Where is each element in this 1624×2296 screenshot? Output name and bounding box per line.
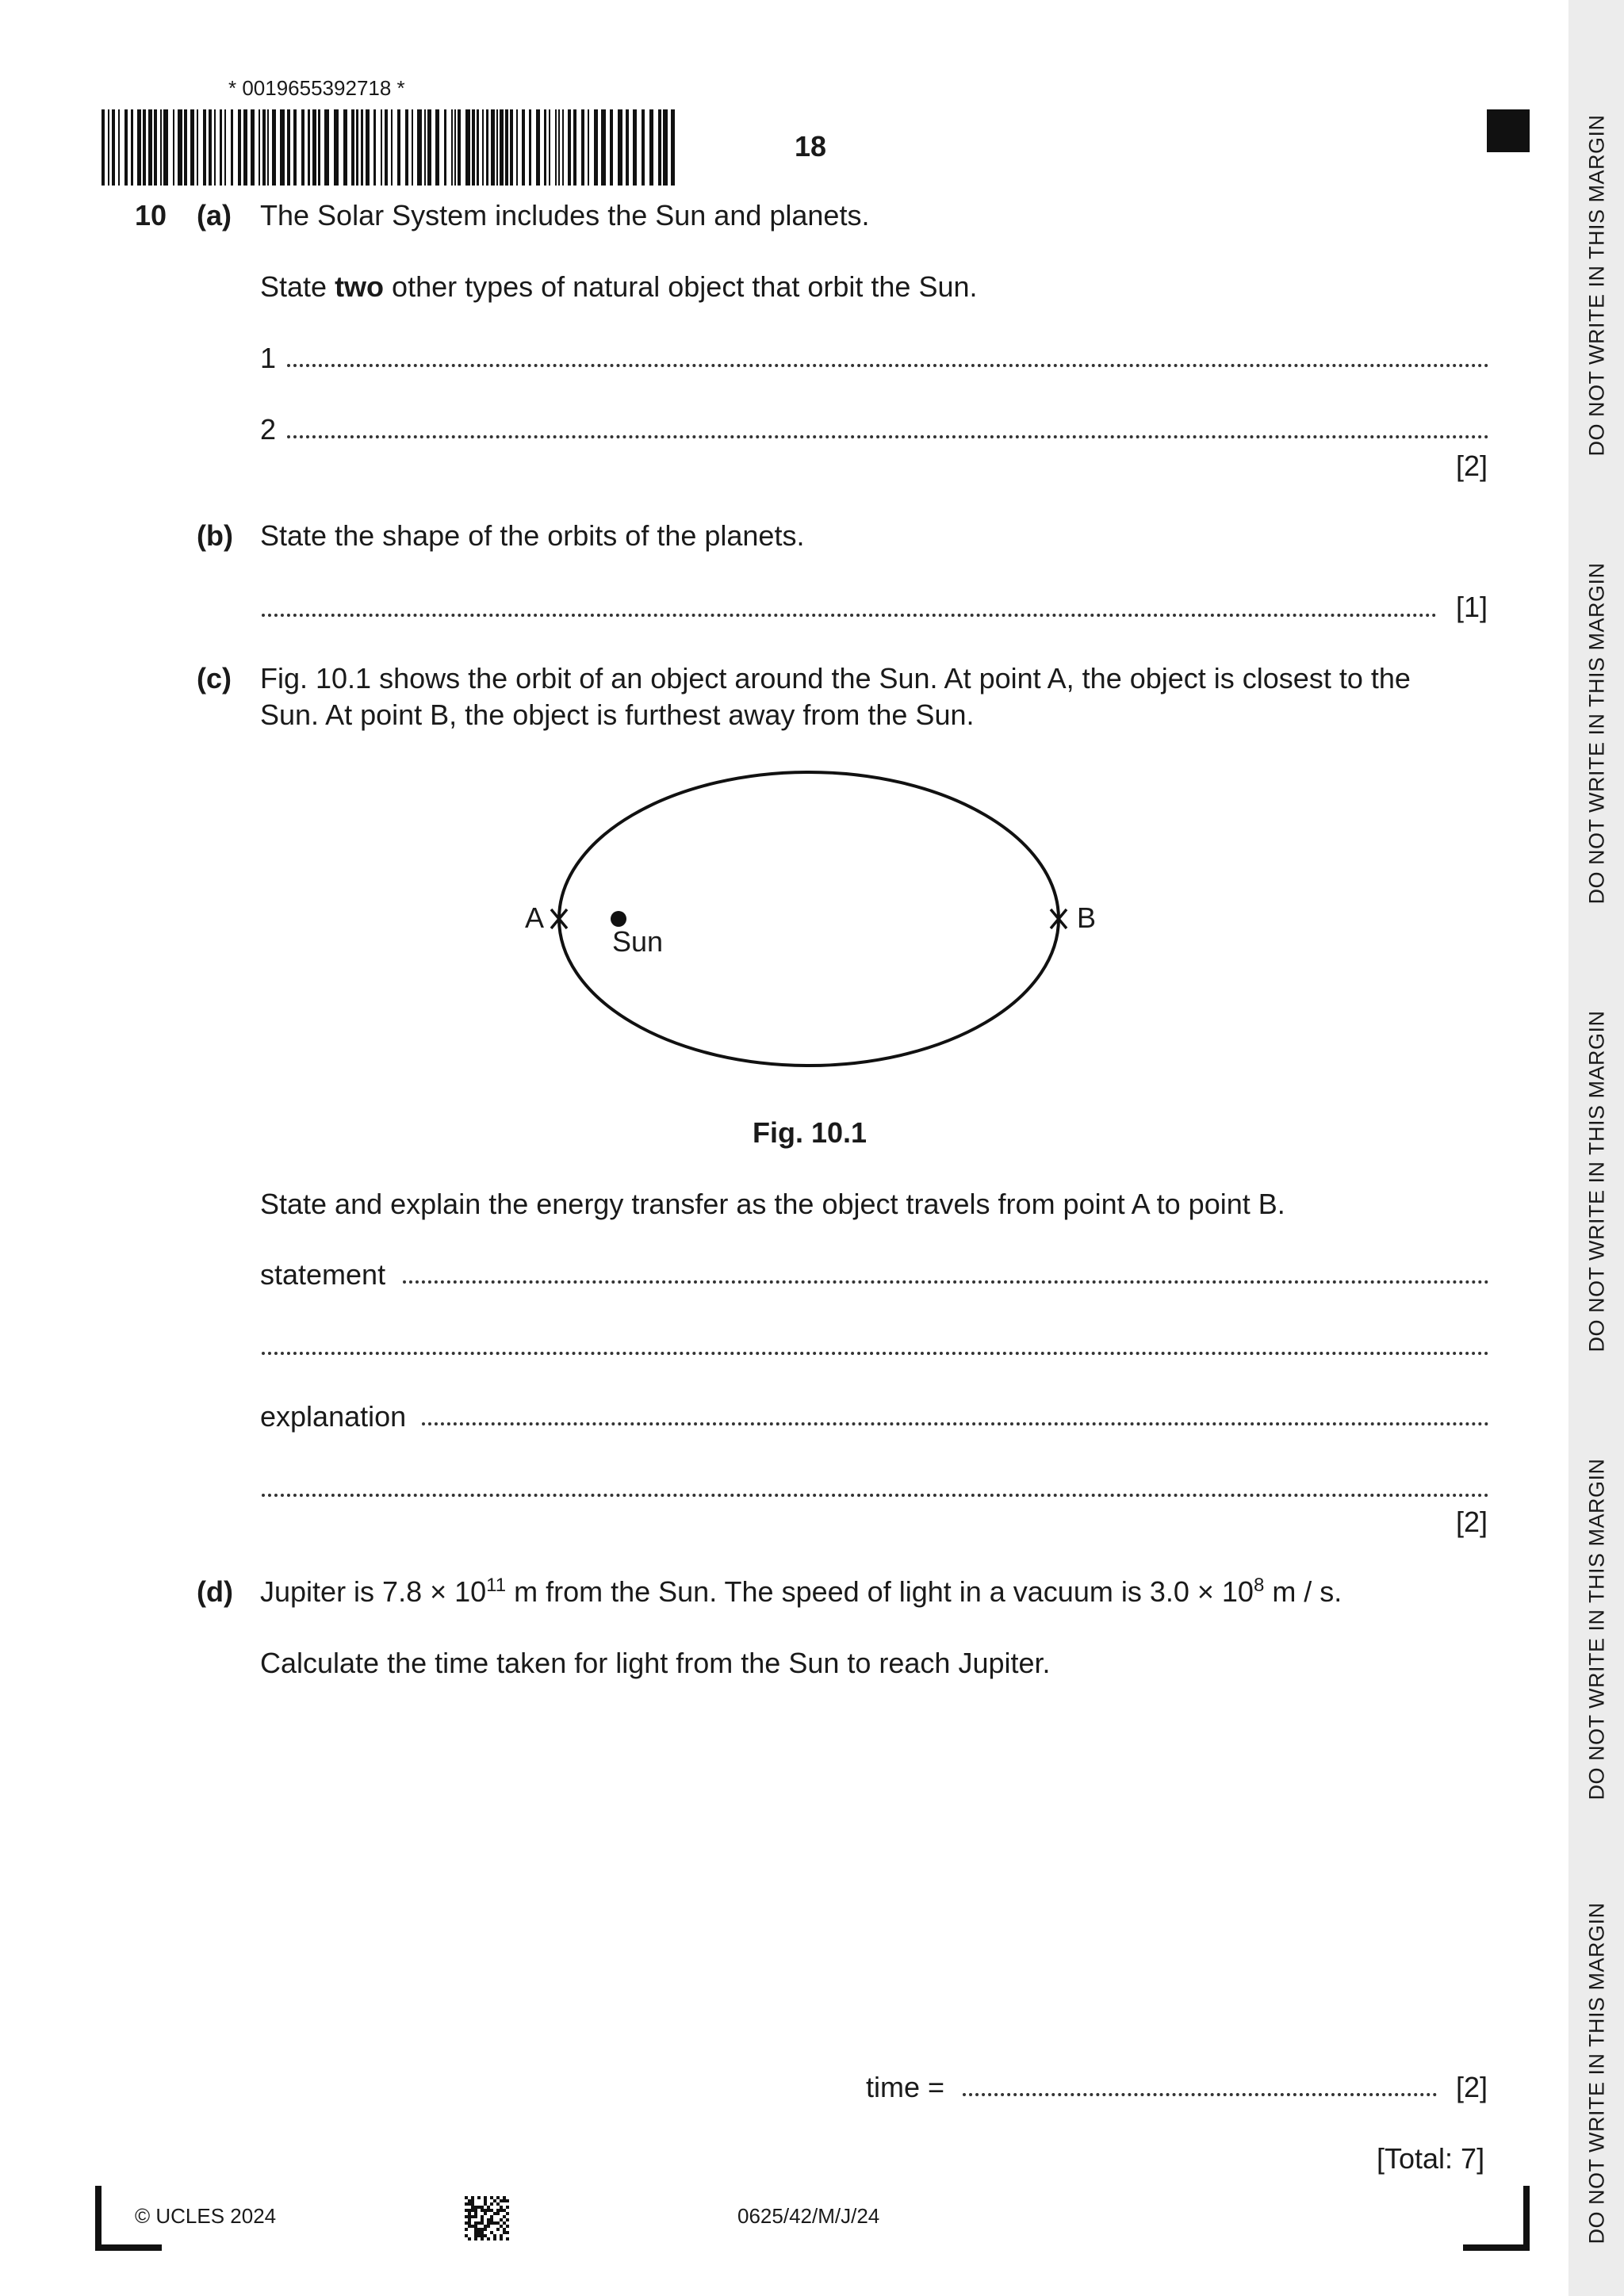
part-b-prompt: State the shape of the orbits of the planets. (260, 519, 805, 552)
marks-d: [2] (1456, 2071, 1488, 2103)
corner-mark-left (95, 2186, 102, 2251)
qr-module (487, 2237, 490, 2241)
qr-module (490, 2202, 493, 2206)
margin-notice: DO NOT WRITE IN THIS MARGIN (1584, 562, 1609, 905)
part-d-prompt: Calculate the time taken for light from the Sun to reach Jupiter. (260, 1647, 1051, 1679)
answer-line-statement-2[interactable] (262, 1352, 1489, 1355)
qr-module (496, 2228, 500, 2231)
qr-module (484, 2212, 487, 2215)
qr-module (506, 2218, 509, 2221)
qr-module (477, 2196, 481, 2199)
answer-line-explanation[interactable] (422, 1422, 1489, 1425)
margin-notice: DO NOT WRITE IN THIS MARGIN (1584, 1010, 1609, 1353)
qr-module (506, 2199, 509, 2202)
qr-module (465, 2228, 468, 2231)
marks-c: [2] (1456, 1506, 1488, 1538)
part-a-intro: The Solar System includes the Sun and planets. (260, 199, 870, 232)
point-b-label: B (1077, 901, 1097, 934)
figure-caption: Fig. 10.1 (753, 1116, 868, 1149)
part-c-text-line1: Fig. 10.1 shows the orbit of an object around the Sun. At point A, the object is closest to the (260, 662, 1411, 695)
qr-module (481, 2237, 484, 2241)
sun-label: Sun (612, 925, 664, 958)
answer-line-statement[interactable] (403, 1280, 1489, 1284)
part-c-label: (c) (197, 662, 232, 695)
qr-module (506, 2231, 509, 2234)
qr-module (506, 2206, 509, 2209)
qr-module (468, 2237, 471, 2241)
qr-module (506, 2212, 509, 2215)
total-marks: [Total: 7] (1377, 2142, 1485, 2175)
qr-module (493, 2237, 496, 2241)
margin-notice: DO NOT WRITE IN THIS MARGIN (1584, 1458, 1609, 1800)
qr-module (484, 2228, 487, 2231)
copyright: © UCLES 2024 (135, 2204, 277, 2228)
candidate-code: * 0019655392718 * (228, 76, 405, 100)
part-d-label: (d) (197, 1575, 233, 1608)
qr-module (487, 2225, 490, 2228)
answer-line-explanation-2[interactable] (262, 1494, 1489, 1497)
corner-mark-left (95, 2244, 162, 2251)
answer-line-number: 1 (260, 342, 277, 374)
question-number: 10 (135, 199, 167, 232)
time-label: time = (866, 2071, 945, 2103)
qr-module (500, 2237, 503, 2241)
answer-line-number: 2 (260, 413, 277, 446)
page-number: 18 (795, 130, 827, 163)
part-a-prompt: State two other types of natural object that orbit the Sun. (260, 270, 978, 303)
orbit-diagram (0, 0, 1624, 1110)
orbit-ellipse (559, 772, 1059, 1066)
qr-module (496, 2212, 500, 2215)
qr-module (506, 2237, 509, 2241)
part-a-label: (a) (197, 199, 232, 232)
corner-mark-right (1463, 2244, 1530, 2251)
part-c-prompt: State and explain the energy transfer as the object travels from point A to point B. (260, 1188, 1285, 1220)
part-c-text-line2: Sun. At point B, the object is furthest away from the Sun. (260, 698, 975, 731)
qr-module (506, 2225, 509, 2228)
margin-notice: DO NOT WRITE IN THIS MARGIN (1584, 114, 1609, 457)
point-a-label: A (525, 901, 545, 934)
corner-mark-right (1523, 2186, 1530, 2251)
marks-a: [2] (1456, 450, 1488, 482)
part-b-label: (b) (197, 519, 233, 552)
qr-module (474, 2215, 477, 2218)
marks-b: [1] (1456, 591, 1488, 623)
qr-code (465, 2196, 509, 2241)
qr-module (474, 2237, 477, 2241)
statement-label: statement (260, 1258, 386, 1291)
explanation-label: explanation (260, 1400, 407, 1433)
paper-code: 0625/42/M/J/24 (737, 2204, 880, 2228)
margin-notice: DO NOT WRITE IN THIS MARGIN (1584, 1902, 1609, 2244)
part-d-text: Jupiter is $7.8 \times 10^{11}$ m from the Sun. The speed of light in a vacuum is $3.0 \times 10^8$ m / s. (260, 1575, 1342, 1608)
answer-line-time[interactable] (963, 2093, 1437, 2096)
